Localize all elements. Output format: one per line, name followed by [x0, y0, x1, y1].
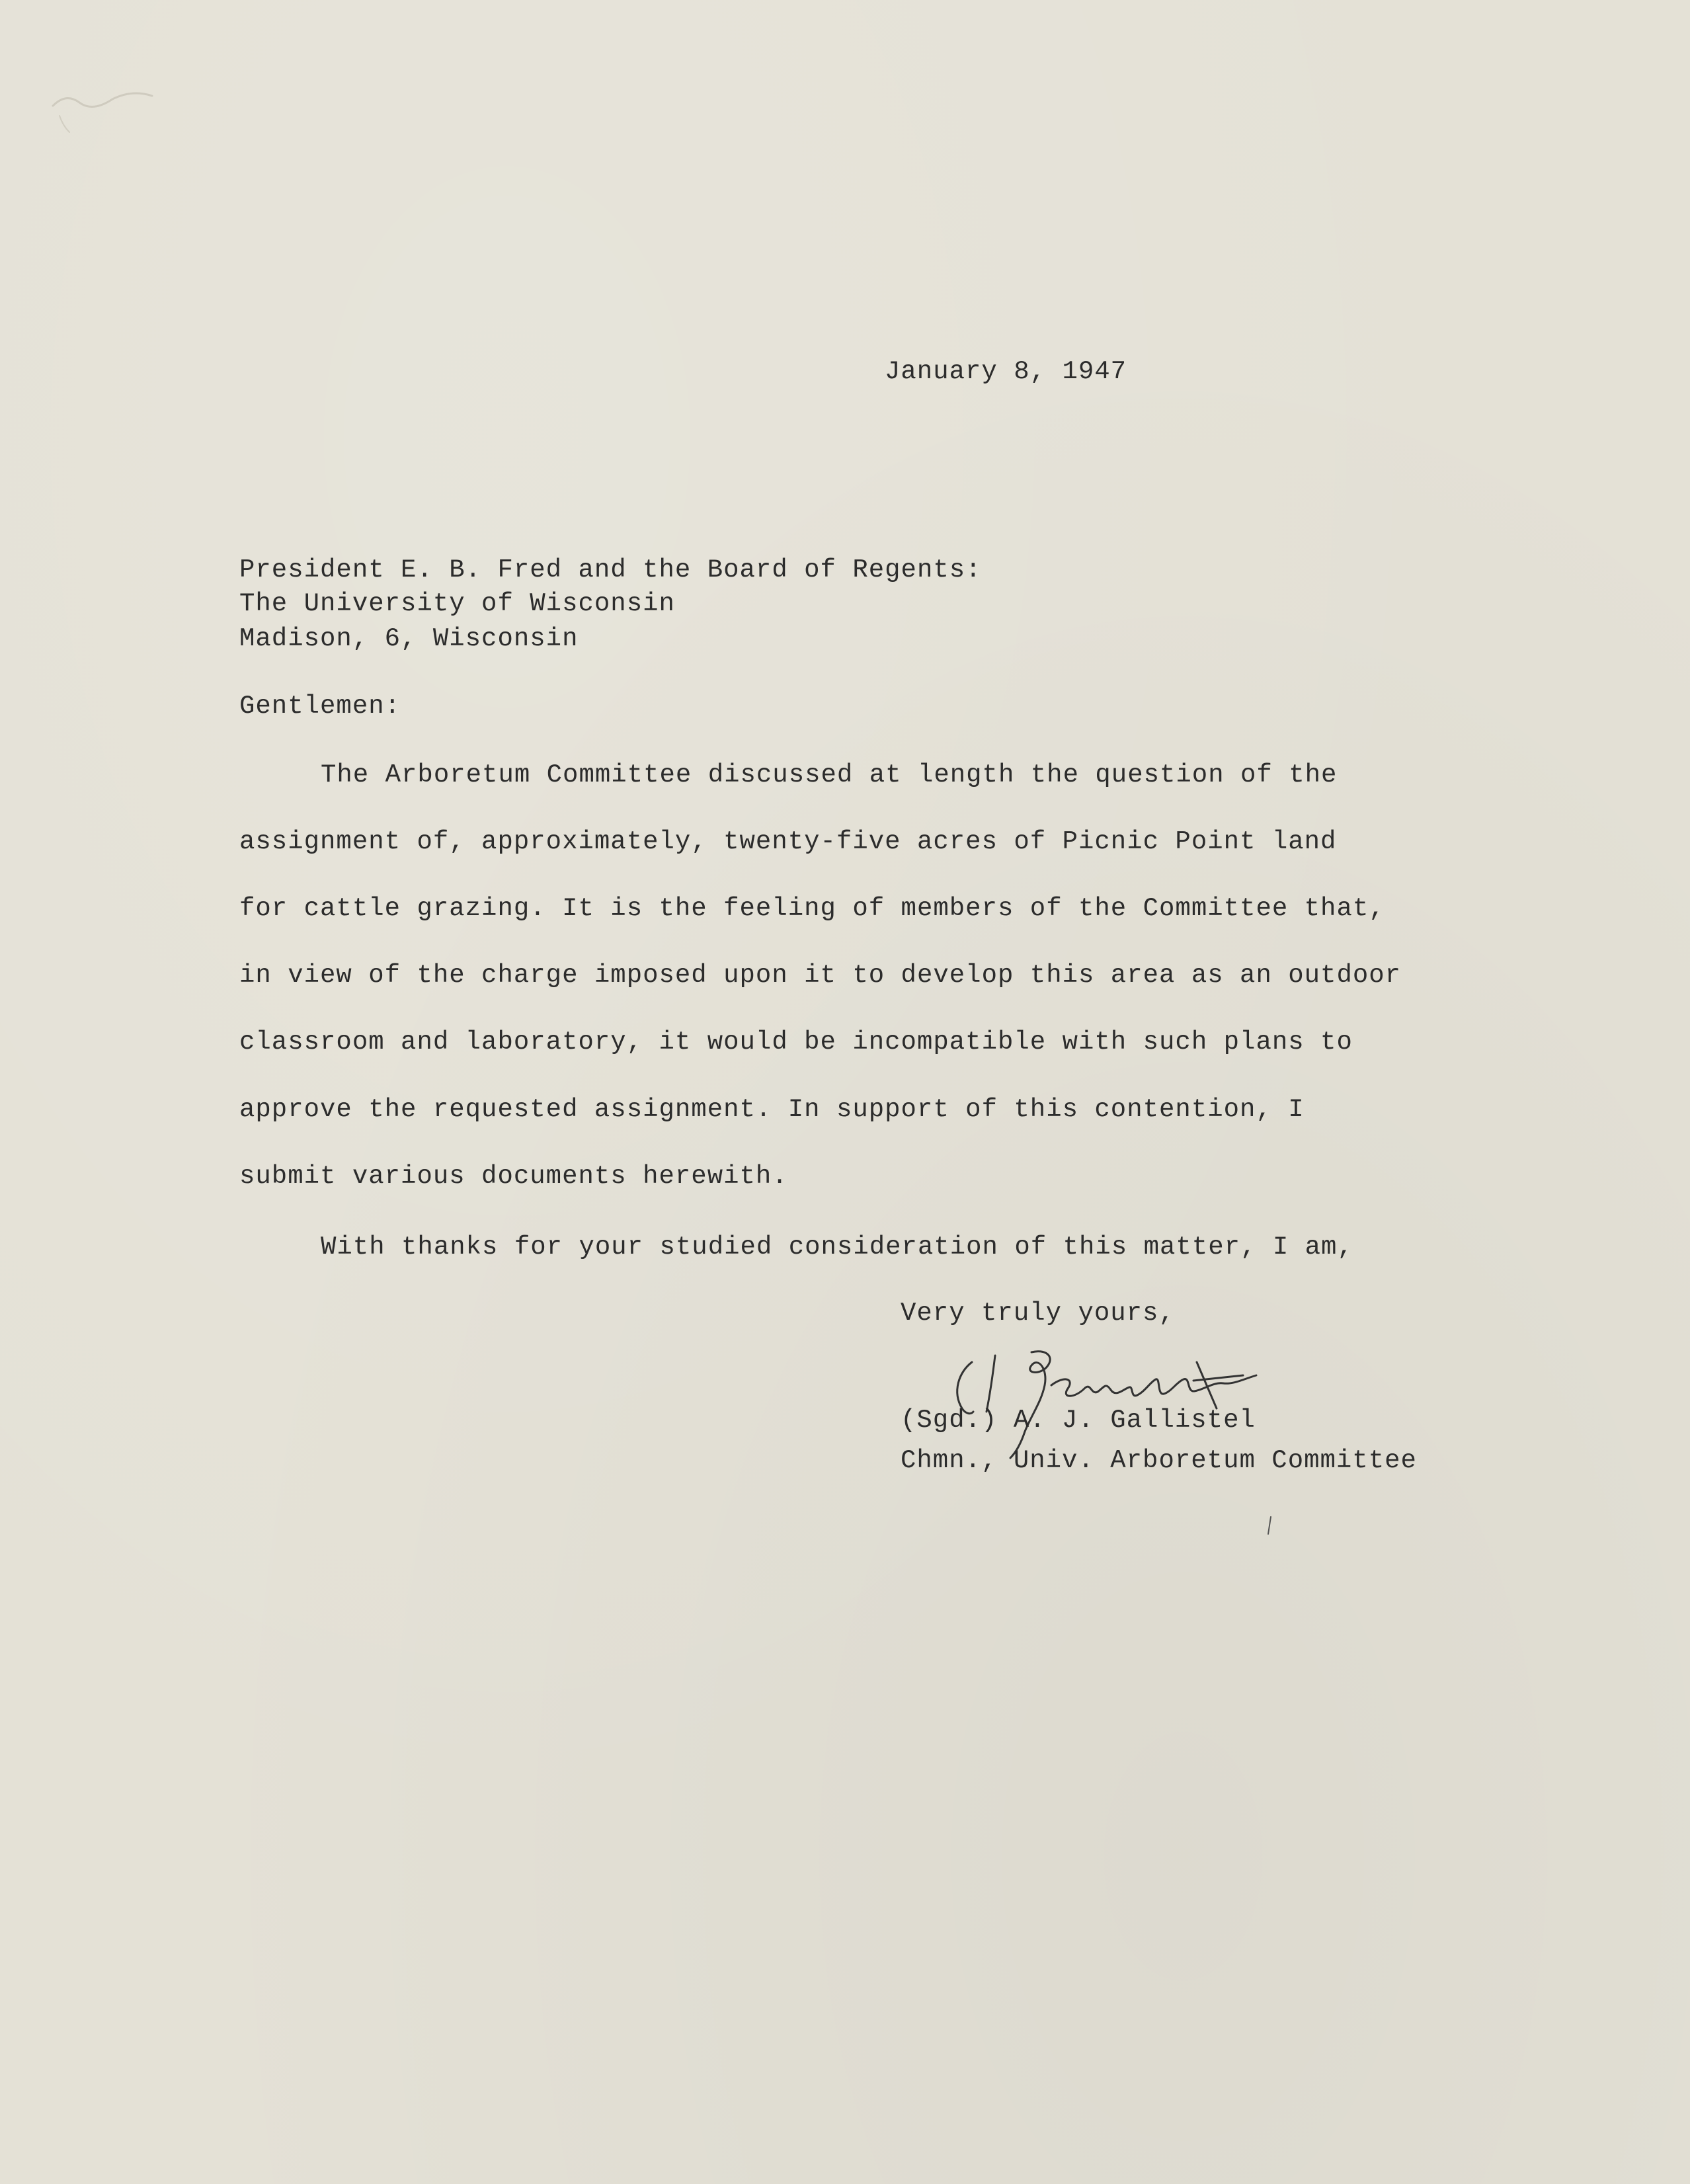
- body-line-2: assignment of, approximately, twenty-five acres of Picnic Point land: [239, 827, 1337, 856]
- body-line-3: for cattle grazing. It is the feeling of members of the Committee that,: [239, 894, 1385, 923]
- stray-mark-decoration: [1263, 1514, 1276, 1541]
- recipient-line-2: The University of Wisconsin: [239, 589, 675, 618]
- pencil-mark-decoration: [40, 53, 172, 145]
- salutation: Gentlemen:: [239, 692, 401, 721]
- body-line-7: submit various documents herewith.: [239, 1162, 788, 1191]
- valediction: Very truly yours,: [901, 1299, 1175, 1328]
- body-line-4: in view of the charge imposed upon it to develop this area as an outdoor: [239, 961, 1402, 990]
- closing-paragraph: With thanks for your studied consideration of this matter, I am,: [321, 1233, 1353, 1262]
- signer-name: (Sgd.) A. J. Gallistel: [901, 1406, 1256, 1435]
- letter-date: January 8, 1947: [885, 357, 1127, 386]
- recipient-line-3: Madison, 6, Wisconsin: [239, 624, 579, 653]
- body-line-1: The Arboretum Committee discussed at length the question of the: [321, 760, 1338, 789]
- signer-title: Chmn., Univ. Arboretum Committee: [901, 1446, 1417, 1475]
- body-line-5: classroom and laboratory, it would be incompatible with such plans to: [239, 1028, 1353, 1057]
- recipient-line-1: President E. B. Fred and the Board of Regents:: [239, 555, 982, 585]
- body-line-6: approve the requested assignment. In support of this contention, I: [239, 1095, 1305, 1124]
